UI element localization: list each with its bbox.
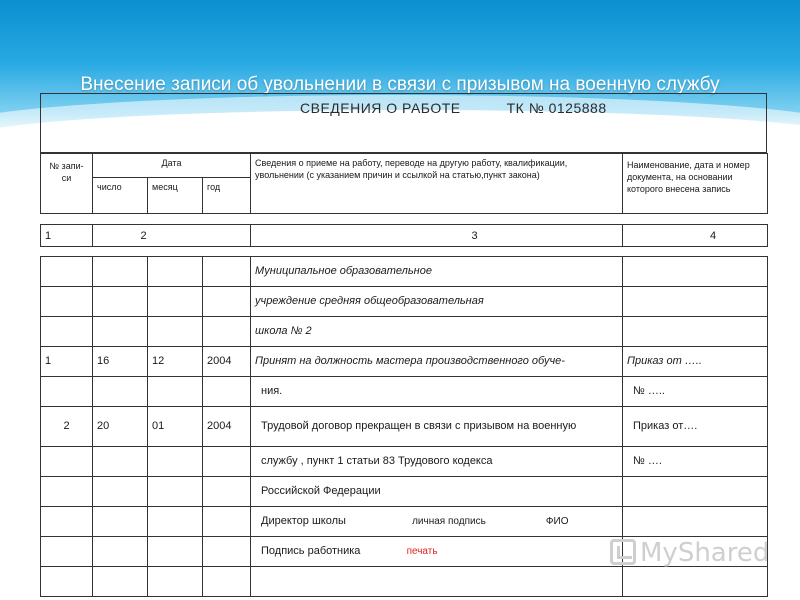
cell-month: 01	[148, 407, 203, 447]
employee-signature-label: Подпись работника	[261, 545, 361, 557]
cell-num: 1	[41, 347, 93, 377]
cell-day	[93, 477, 148, 507]
cell-month	[148, 477, 203, 507]
personal-signature-label: личная подпись	[412, 516, 486, 527]
cell-day	[93, 447, 148, 477]
cell-month: 12	[148, 347, 203, 377]
cell-doc	[623, 567, 768, 597]
cell-year	[203, 317, 251, 347]
cell-doc	[623, 287, 768, 317]
header-num: № запи-си	[41, 154, 93, 214]
heading-text: СВЕДЕНИЯ О РАБОТЕ	[300, 100, 461, 116]
cell-year	[203, 567, 251, 597]
cell-year: 2004	[203, 407, 251, 447]
cell-day: 16	[93, 347, 148, 377]
cell-month	[148, 287, 203, 317]
cell-doc: № ….	[623, 447, 768, 477]
watermark-text: MyShared	[640, 538, 770, 568]
cell-year: 2004	[203, 347, 251, 377]
cell-day	[93, 507, 148, 537]
fio-label: ФИО	[545, 516, 569, 527]
cell-day	[93, 257, 148, 287]
cell-month	[148, 257, 203, 287]
cell-doc: № …..	[623, 377, 768, 407]
cell-day: 20	[93, 407, 148, 447]
cell-doc: Приказ от …..	[623, 347, 768, 377]
column-number: 4	[623, 225, 768, 247]
header-doc: Наименование, дата и номер документа, на основании которого внесена запись	[623, 154, 768, 214]
slide-title: Внесение записи об увольнении в связи с призывом на военную службу	[80, 74, 720, 95]
cell-num: 2	[41, 407, 93, 447]
column-numbers	[40, 224, 768, 247]
tk-number: ТК № 0125888	[506, 100, 607, 116]
cell-month	[148, 447, 203, 477]
cell-doc: Приказ от….	[623, 407, 768, 447]
cell-info: Муниципальное образовательное	[251, 257, 623, 287]
cell-info: службу , пункт 1 статьи 83 Трудового кодекса	[251, 447, 623, 477]
header-date: Дата	[93, 154, 251, 178]
cell-num	[41, 447, 93, 477]
cell-year	[203, 507, 251, 537]
cell-month	[148, 567, 203, 597]
stamp-label: печать	[406, 546, 438, 557]
column-number: 1	[41, 225, 93, 247]
cell-month	[148, 317, 203, 347]
cell-month	[148, 507, 203, 537]
cell-doc	[623, 507, 768, 537]
cell-info: Принят на должность мастера производственного обуче-	[251, 347, 623, 377]
cell-day	[93, 567, 148, 597]
cell-info: школа № 2	[251, 317, 623, 347]
section-heading	[300, 100, 607, 116]
header-day: число	[93, 178, 148, 214]
cell-num	[41, 507, 93, 537]
director-label: Директор школы	[261, 515, 346, 527]
column-number: 2	[93, 225, 251, 247]
cell-info: учреждение средняя общеобразовательная	[251, 287, 623, 317]
column-number: 3	[251, 225, 623, 247]
cell-doc	[623, 317, 768, 347]
header-info: Сведения о приеме на работу, переводе на другую работу, квалификации, увольнении (с указанием причин и ссылкой на статью,пункт закона)	[251, 154, 623, 214]
cell-year	[203, 257, 251, 287]
cell-year	[203, 537, 251, 567]
cell-month	[148, 537, 203, 567]
cell-info: Российской Федерации	[251, 477, 623, 507]
cell-info: ния.	[251, 377, 623, 407]
cell-doc	[623, 257, 768, 287]
cell-num	[41, 377, 93, 407]
cell-info-signature	[251, 507, 623, 537]
cell-month	[148, 377, 203, 407]
cell-info-employee	[251, 537, 623, 567]
cell-num	[41, 287, 93, 317]
cell-year	[203, 377, 251, 407]
cell-num	[41, 257, 93, 287]
cell-num	[41, 477, 93, 507]
cell-num	[41, 317, 93, 347]
cell-num	[41, 537, 93, 567]
cell-day	[93, 377, 148, 407]
cell-year	[203, 447, 251, 477]
cell-info: Трудовой договор прекращен в связи с призывом на военную	[251, 407, 623, 447]
cell-year	[203, 477, 251, 507]
header-month: месяц	[148, 178, 203, 214]
chart-icon	[610, 539, 636, 565]
cell-info	[251, 567, 623, 597]
cell-doc	[623, 477, 768, 507]
header-table	[40, 153, 768, 214]
cell-day	[93, 287, 148, 317]
watermark	[610, 538, 769, 568]
cell-day	[93, 317, 148, 347]
cell-day	[93, 537, 148, 567]
cell-num	[41, 567, 93, 597]
cell-year	[203, 287, 251, 317]
header-year: год	[203, 178, 251, 214]
